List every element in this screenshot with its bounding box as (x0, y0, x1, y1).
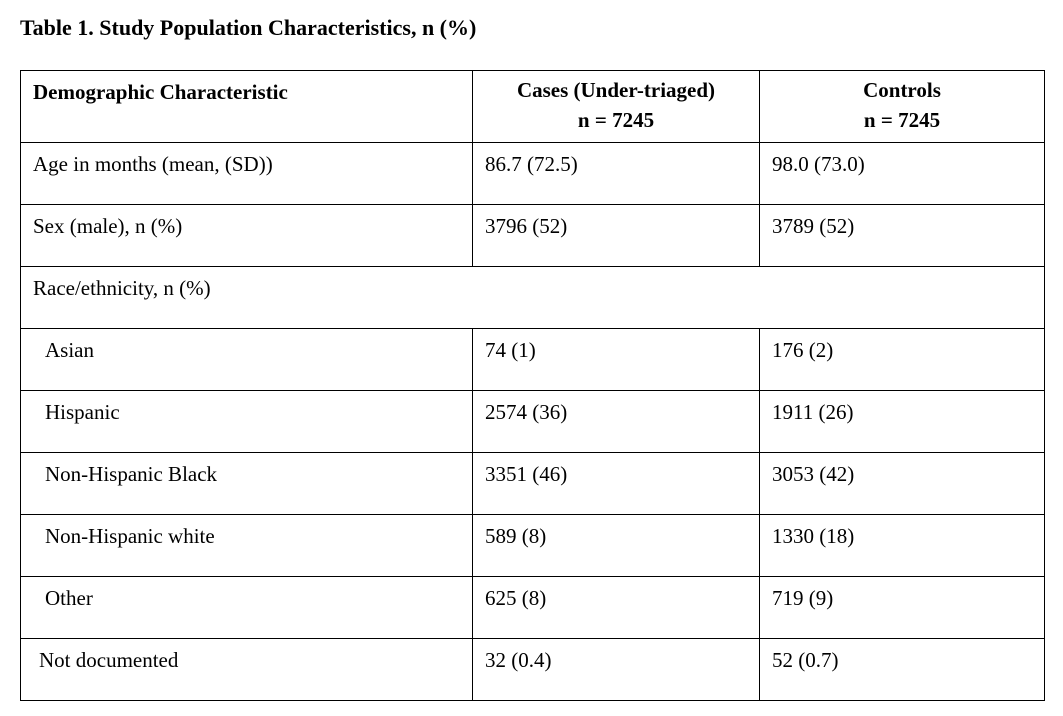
header-cases-n: n = 7245 (577, 108, 655, 132)
cases-value: 625 (8) (473, 577, 760, 639)
table-row-race-ethnicity (21, 267, 1045, 329)
controls-value: 1330 (18) (760, 515, 1045, 577)
table-caption: Table 1. Study Population Characteristics, n (%) (20, 15, 477, 40)
section-label: Race/ethnicity, n (%) (21, 267, 1045, 329)
controls-value: 176 (2) (760, 329, 1045, 391)
cases-value: 74 (1) (473, 329, 760, 391)
cases-value: 3351 (46) (473, 453, 760, 515)
controls-value: 3053 (42) (760, 453, 1045, 515)
cases-value: 589 (8) (473, 515, 760, 577)
controls-value: 1911 (26) (760, 391, 1045, 453)
table-row-hispanic (21, 391, 1045, 453)
header-cases (473, 71, 760, 143)
row-label: Sex (male), n (%) (21, 205, 473, 267)
table-row-non-hispanic-white (21, 515, 1045, 577)
row-label: Other (21, 577, 473, 639)
row-label: Hispanic (21, 391, 473, 453)
header-demographic: Demographic Characteristic (21, 71, 473, 143)
row-label: Asian (21, 329, 473, 391)
controls-value: 719 (9) (760, 577, 1045, 639)
controls-value: 98.0 (73.0) (760, 143, 1045, 205)
cases-value: 32 (0.4) (473, 639, 760, 701)
header-cases-title: Cases (Under-triaged) (516, 78, 716, 102)
cases-value: 86.7 (72.5) (473, 143, 760, 205)
cases-value: 2574 (36) (473, 391, 760, 453)
header-controls-n: n = 7245 (863, 108, 941, 132)
row-label: Non-Hispanic Black (21, 453, 473, 515)
table-header-row (21, 71, 1045, 143)
controls-value: 3789 (52) (760, 205, 1045, 267)
table-row-age (21, 143, 1045, 205)
row-label: Age in months (mean, (SD)) (21, 143, 473, 205)
characteristics-table (20, 70, 1045, 701)
row-label: Not documented (21, 639, 473, 701)
table-row-other (21, 577, 1045, 639)
row-label: Non-Hispanic white (21, 515, 473, 577)
header-controls (760, 71, 1045, 143)
controls-value: 52 (0.7) (760, 639, 1045, 701)
table-row-sex (21, 205, 1045, 267)
cases-value: 3796 (52) (473, 205, 760, 267)
table-row-asian (21, 329, 1045, 391)
table-row-non-hispanic-black (21, 453, 1045, 515)
header-controls-title: Controls (863, 78, 941, 102)
table-row-not-documented (21, 639, 1045, 701)
